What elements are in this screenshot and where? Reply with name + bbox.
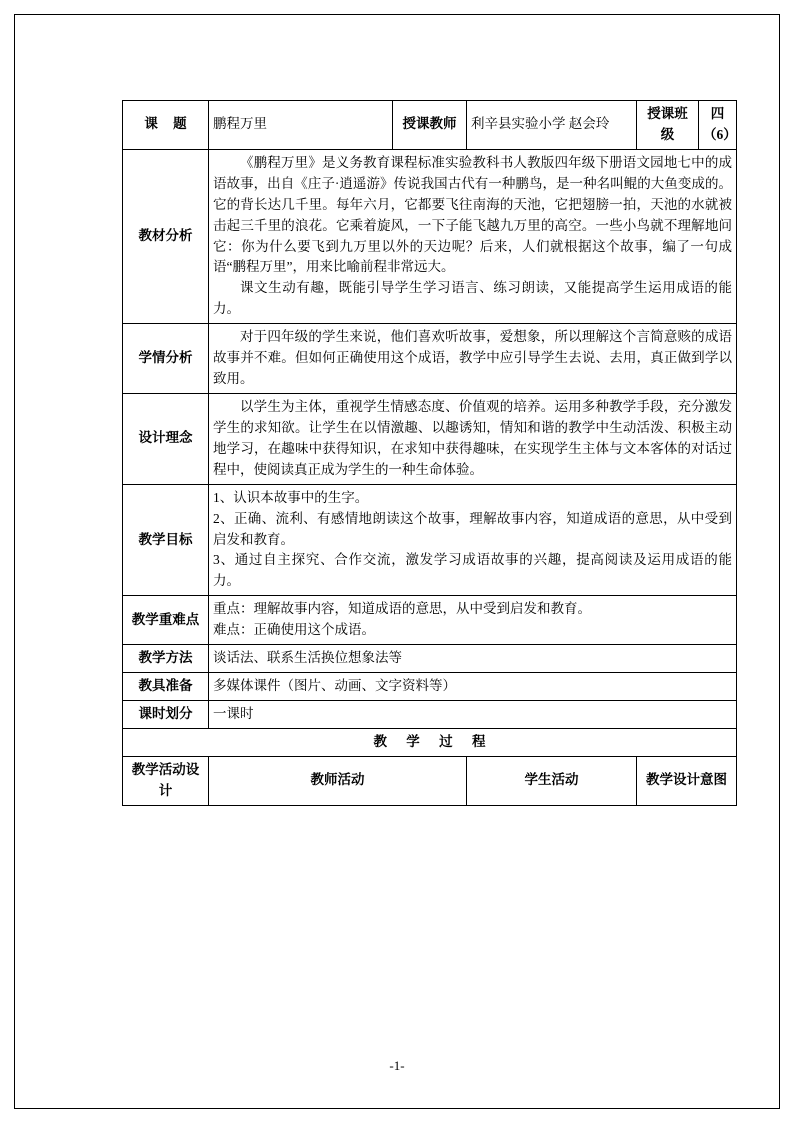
row-content-student-analysis xyxy=(209,324,737,394)
paragraph: 2、正确、流利、有感情地朗读这个故事，理解故事内容，知道成语的意思，从中受到启发和教育。 xyxy=(213,510,732,547)
table-row-header xyxy=(123,101,737,150)
table-row-teaching-aids xyxy=(123,673,737,701)
table-row-teaching-methods xyxy=(123,645,737,673)
row-label-teaching-aids: 教具准备 xyxy=(123,673,209,701)
paragraph: 难点：正确使用这个成语。 xyxy=(213,622,375,638)
paragraph: 对于四年级的学生来说，他们喜欢听故事，爱想象，所以理解这个言简意赅的成语故事并不难。但如何正确使用这个成语，教学中应引导学生去说、去用，真正做到学以致用。 xyxy=(213,329,732,387)
teacher-value: 利辛县实验小学 赵会玲 xyxy=(467,101,637,150)
row-label-teaching-methods: 教学方法 xyxy=(123,645,209,673)
process-col-activity-design: 教学活动设计 xyxy=(123,756,209,805)
process-title: 教 学 过 程 xyxy=(123,728,737,756)
class-label: 授课班级 xyxy=(637,101,699,150)
row-content-period-division xyxy=(209,700,737,728)
table-row-textbook-analysis xyxy=(123,149,737,323)
row-content-teaching-objectives xyxy=(209,484,737,596)
process-col-teacher-activity: 教师活动 xyxy=(209,756,467,805)
table-row-design-concept xyxy=(123,393,737,484)
row-label-teaching-objectives: 教学目标 xyxy=(123,484,209,596)
row-content-design-concept xyxy=(209,393,737,484)
table-row-key-difficulties xyxy=(123,596,737,645)
process-col-student-activity: 学生活动 xyxy=(467,756,637,805)
row-label-key-difficulties: 教学重难点 xyxy=(123,596,209,645)
table-row-process-headers xyxy=(123,756,737,805)
row-label-design-concept: 设计理念 xyxy=(123,393,209,484)
paragraph: 1、认识本故事中的生字。 xyxy=(213,489,369,505)
paragraph: 谈话法、联系生活换位想象法等 xyxy=(213,650,402,666)
paragraph: 以学生为主体，重视学生情感态度、价值观的培养。运用多种教学手段，充分激发学生的求知欲。让学生在以情激趣、以趣诱知，情知和谐的教学中生动活泼、积极主动地学习，在趣味中获得知识，在求知中获得趣味，在实现学生主体与文本客体的对话过程中，使阅读真正成为学生的一种生命体验。 xyxy=(213,398,732,477)
table-row-process-title xyxy=(123,728,737,756)
table-row-period-division xyxy=(123,700,737,728)
row-content-teaching-aids xyxy=(209,673,737,701)
process-col-design-intent: 教学设计意图 xyxy=(637,756,737,805)
paragraph: 《鹏程万里》是义务教育课程标准实验教科书人教版四年级下册语文园地七中的成语故事，出自《庄子·逍遥游》传说我国古代有一种鹏鸟，是一种名叫鲲的大鱼变成的。它的背长达几千里。每年六月，它都要飞往南海的天池，它把翅膀一拍，天池的水就被击起三千里的浪花。它乘着旋风，一下子能飞越九万里的高空。一些小鸟就不理解地问它：你为什么要飞到九万里以外的天边呢？后来，人们就根据这个故事，编了一句成语“鹏程万里”，用来比喻前程非常远大。 xyxy=(213,154,732,275)
table-row-teaching-objectives xyxy=(123,484,737,596)
row-label-student-analysis: 学情分析 xyxy=(123,324,209,394)
paragraph: 重点：理解故事内容，知道成语的意思，从中受到启发和教育。 xyxy=(213,601,591,617)
topic-value: 鹏程万里 xyxy=(209,101,393,150)
row-content-teaching-methods xyxy=(209,645,737,673)
lesson-plan-table xyxy=(122,100,737,806)
paragraph: 一课时 xyxy=(213,705,254,721)
class-value: 四（6） xyxy=(699,101,737,150)
paragraph: 多媒体课件（图片、动画、文字资料等） xyxy=(213,678,456,694)
row-content-textbook-analysis xyxy=(209,149,737,323)
table-row-student-analysis xyxy=(123,324,737,394)
topic-label: 课 题 xyxy=(123,101,209,150)
paragraph: 课文生动有趣，既能引导学生学习语言、练习朗读，又能提高学生运用成语的能力。 xyxy=(213,280,732,317)
row-label-textbook-analysis: 教材分析 xyxy=(123,149,209,323)
page-number: -1- xyxy=(389,1058,405,1073)
row-content-key-difficulties xyxy=(209,596,737,645)
row-label-period-division: 课时划分 xyxy=(123,700,209,728)
teacher-label: 授课教师 xyxy=(393,101,467,150)
paragraph: 3、通过自主探究、合作交流，激发学习成语故事的兴趣，提高阅读及运用成语的能力。 xyxy=(213,552,732,589)
lesson-plan-content xyxy=(122,100,736,806)
